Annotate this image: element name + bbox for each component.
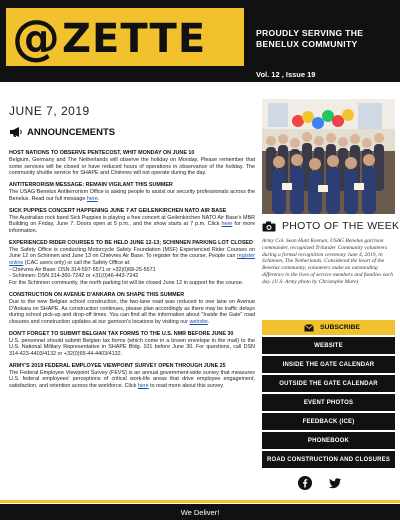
photo-of-week-image	[262, 99, 395, 214]
announcement-heading: EXPERIENCED RIDER COURSES TO BE HELD JUNE 12-13; SCHINNEN PARKING LOT CLOSED	[9, 239, 253, 246]
footer-motto: We Deliver!	[180, 507, 220, 517]
quick-link-button[interactable]: EVENT PHOTOS	[262, 394, 395, 413]
announcement-text: The Federal Employee Viewpoint Survey (FEVS) is an annual government-wide survey that measures U.S. federal employees' perceptions of critical work-life areas that drive employee engagement, satisfaction, and retention across the workforce. Click	[9, 369, 255, 390]
announcement-link[interactable]: here	[221, 221, 233, 228]
announcement-body	[9, 370, 255, 390]
quick-link-button[interactable]: ROAD CONSTRUCTION AND CLOSURES	[262, 451, 395, 470]
announcement-text: Due to the new Belgian school construction, the two-lane road was reduced to one lane on Avenue D'Ankara on SHAPE. As construction continues, please plan accordingly as there may be traffic delays during school pick-up and drop-off times. You can find all the information about "Inside the Gate" road closures and construction updates at our garrison's locations by visiting our	[9, 298, 255, 325]
quick-links	[262, 320, 395, 470]
announcement-link[interactable]: website	[189, 318, 208, 325]
announcement-text: for more information.	[9, 221, 255, 234]
announcement-text: The Safety Office is conducting Motorcycle Safety Foundation (MSF) Experienced Rider Courses on June 12 on Schinnen and June 13 on Chièvres Air Base. To register for the course, People can	[9, 246, 255, 260]
announcement-item	[9, 331, 255, 358]
logo-wordmark: ZETTE	[62, 16, 207, 62]
announcement-heading: SICK PUPPIES CONCERT HAPPENING JUNE 7 AT GEILENKIRCHEN NATO AIR BASE	[9, 207, 227, 214]
camera-icon	[262, 221, 276, 232]
announcement-text: The Australian rock band Sick Puppies is playing a free concert at Geilenkirchen NATO Air Base's MBR Building on Friday, June 7. Doors open at 5 p.m., and the show starts at 7 p.m. Click	[9, 214, 255, 228]
announcement-body	[9, 247, 255, 267]
announcement-item	[9, 182, 255, 202]
quick-link-button[interactable]: INSIDE THE GATE CALENDAR	[262, 356, 395, 375]
volume-issue: Vol. 12 , Issue 19	[256, 70, 316, 79]
gazette-logo	[4, 6, 246, 68]
announcement-link[interactable]: register online	[9, 253, 255, 267]
announcement-body	[9, 215, 255, 235]
announcement-heading: ANTITERRORISM MESSAGE: REMAIN VIGILANT THIS SUMMER	[9, 182, 173, 189]
announcement-item	[9, 240, 255, 287]
link-button-list	[262, 337, 395, 470]
announcement-text: Belgium, Germany and The Netherlands will observe the holiday on Monday. Please remember that some services will be closed or have reduced hours of operations in observance of the holiday. The community shuttle service for SHAPE and Chièvres will not operate during the day.	[9, 157, 255, 177]
announcement-item	[9, 150, 255, 177]
announcement-heading: CONSTRUCTION ON AVENUE D'ANKARA ON SHAPE THIS SUMMER	[9, 291, 185, 298]
announcements-title: ANNOUNCEMENTS	[27, 126, 116, 138]
quick-link-button[interactable]: OUTSIDE THE GATE CALENDAR	[262, 375, 395, 394]
announcement-text: (CAC users only) or call the Safety Office at:	[23, 260, 131, 267]
masthead	[0, 0, 400, 82]
announcement-line: - Schinnen: DSN 314-360-7242 or +31(0)46-443-7242	[9, 273, 139, 280]
group-photo-illustration	[262, 99, 395, 214]
footer-bar	[0, 504, 400, 520]
subscribe-button[interactable]	[262, 320, 395, 337]
twitter-icon[interactable]	[328, 476, 342, 490]
masthead-tagline: PROUDLY SERVING THE BENELUX COMMUNITY	[256, 28, 364, 49]
logo-at-sign: @	[12, 10, 60, 66]
quick-link-button[interactable]: FEEDBACK (ICE)	[262, 413, 395, 432]
social-links	[298, 476, 342, 490]
envelope-icon	[304, 324, 314, 332]
photo-of-week-heading	[262, 220, 399, 232]
announcement-heading: ARMY'S 2019 FEDERAL EMPLOYEE VIEWPOINT SURVEY OPEN THROUGH JUNE 25	[9, 362, 226, 369]
announcement-body	[9, 157, 255, 177]
facebook-icon[interactable]	[298, 476, 312, 490]
announcement-item	[9, 292, 255, 326]
announcement-text: .	[97, 195, 100, 202]
announcement-item	[9, 208, 255, 235]
photo-of-week-title: PHOTO OF THE WEEK	[282, 220, 400, 232]
quick-link-button[interactable]: PHONEBOOK	[262, 432, 395, 451]
subscribe-label: SUBSCRIBE	[320, 324, 361, 331]
announcement-text: U.S. personnel should submit Belgian tax forms (which come in a brown envelope in the mail) to the U.S. National Military Representative in SHAPE Bldg. 101 before June 30. For questions, call DSN 314-423-4403/4132 or +32(0)65-44-4403/4132.	[9, 337, 255, 358]
megaphone-icon	[9, 126, 23, 138]
footer-accent-bar	[0, 500, 400, 503]
announcement-body	[9, 189, 255, 202]
issue-date: JUNE 7, 2019	[9, 104, 90, 118]
announcement-line: For the Schinnen community, the north parking lot will be closed June 12 in support for the course.	[9, 280, 244, 287]
quick-link-button[interactable]: WEBSITE	[262, 337, 395, 356]
announcement-text: to read more about this survey.	[148, 383, 225, 390]
announcement-heading: HOST NATIONS TO OBSERVE PENTECOST, WHIT MONDAY ON JUNE 10	[9, 150, 195, 156]
announcement-text: .	[207, 318, 210, 325]
announcement-link[interactable]: here	[137, 383, 149, 390]
announcement-text: The USAG Benelux Antiterrorism Office is asking people to assist our security professionals across the Benelux. Read our full message	[9, 189, 255, 202]
announcement-link[interactable]: here	[86, 195, 98, 202]
announcements-list	[9, 150, 255, 395]
announcement-body	[9, 338, 255, 358]
announcements-heading	[9, 125, 115, 139]
announcement-line: - Chièvres Air Base: DSN 314-597-5571 or +32(0)68-25-5571	[9, 266, 156, 273]
announcement-heading: DON'T FORGET TO SUBMIT BELGIAN TAX FORMS TO THE U.S. NMR BEFORE JUNE 30	[9, 330, 234, 337]
announcement-body	[9, 299, 255, 326]
photo-caption: Army Col. Sean Hunt Keenan, USAG Benelux garrison commander, recognized Trilander Community volunteers during a formal recognition ceremony June 4, 2019, in Schinnen, The Netherlands. Considered the heart of the Benelux community, volunteers make an outstanding difference in the lives of service members and families each day. (U.S. Army photo by Christophe Mare)	[262, 238, 393, 285]
announcement-item	[9, 363, 255, 390]
